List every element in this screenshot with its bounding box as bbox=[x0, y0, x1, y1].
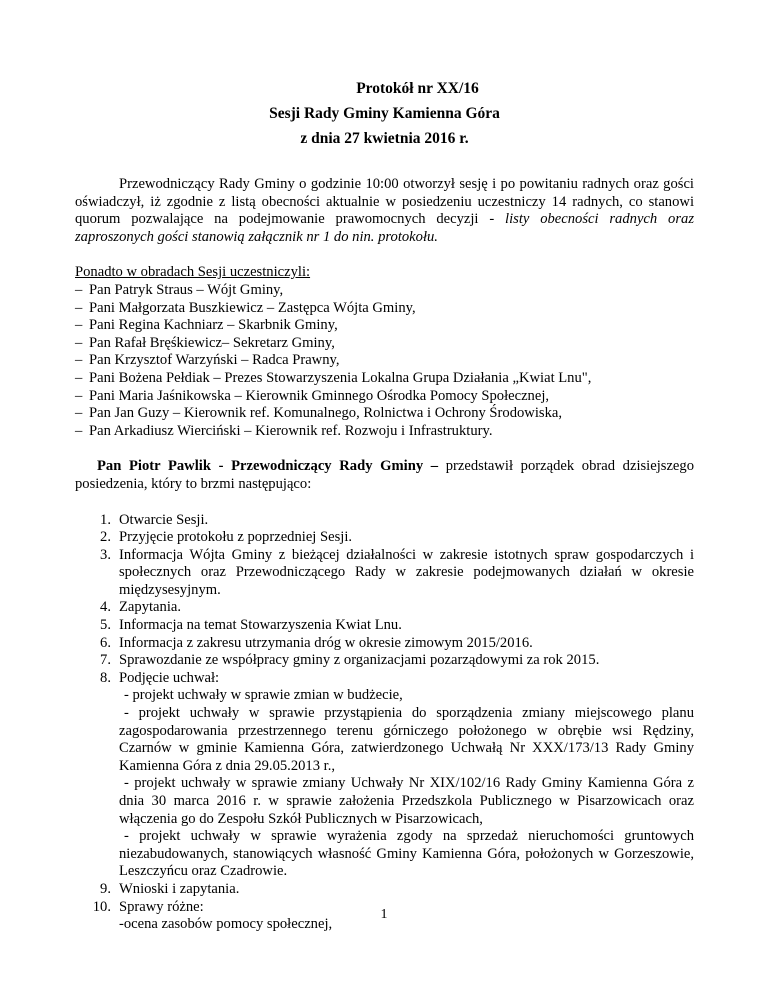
agenda-number: 5. bbox=[100, 617, 111, 634]
agenda-item bbox=[75, 635, 694, 653]
resolution-item: - projekt uchwały w sprawie wyrażenia zgody na sprzedaż nieruchomości gruntowych niezabudowanych, stanowiących własność Gminy Kamienna Góra, położonych w Gorzeszowie, Leszczyńcu oraz Czadrowie. bbox=[119, 828, 694, 880]
dash-bullet: – bbox=[75, 369, 83, 386]
dash-bullet: – bbox=[75, 299, 83, 316]
agenda-number: 3. bbox=[100, 546, 111, 563]
chair-name: Pan Piotr Pawlik - Przewodniczący Rady Gminy – bbox=[97, 458, 439, 475]
attendee-item bbox=[75, 405, 694, 423]
agenda-text: Sprawy różne: bbox=[119, 898, 204, 915]
agenda-text: Otwarcie Sesji. bbox=[119, 511, 209, 528]
attendee-item bbox=[75, 352, 694, 370]
document-subtitle-session: Sesji Rady Gminy Kamienna Góra bbox=[269, 105, 500, 122]
dash-bullet: – bbox=[75, 352, 83, 369]
dash-bullet: – bbox=[75, 281, 83, 298]
document-title: Protokół nr XX/16 bbox=[356, 80, 479, 97]
attendance-title: Ponadto w obradach Sesji uczestniczyli: bbox=[75, 264, 311, 281]
intro-paragraph bbox=[75, 176, 694, 246]
attendee-text: Pan Arkadiusz Wierciński – Kierownik ref. Rozwoju i Infrastruktury. bbox=[89, 422, 493, 439]
agenda-item bbox=[75, 512, 694, 530]
agenda-item bbox=[75, 529, 694, 547]
attendance-section bbox=[75, 264, 694, 440]
agenda-number: 2. bbox=[100, 529, 111, 546]
document-subtitle-date: z dnia 27 kwietnia 2016 r. bbox=[300, 130, 469, 147]
agenda-item bbox=[75, 617, 694, 635]
attendee-item bbox=[75, 317, 694, 335]
dash-bullet: – bbox=[75, 387, 83, 404]
attendee-item bbox=[75, 423, 694, 441]
attendee-text: Pan Jan Guzy – Kierownik ref. Komunalnego, Rolnictwa i Ochrony Środowiska, bbox=[89, 405, 562, 422]
agenda-number: 7. bbox=[100, 652, 111, 669]
agenda-text: Przyjęcie protokołu z poprzedniej Sesji. bbox=[119, 529, 353, 546]
misc-subitem: -ocena zasobów pomocy społecznej, bbox=[119, 916, 333, 933]
attendee-text: Pani Małgorzata Buszkiewicz – Zastępca Wójta Gminy, bbox=[89, 299, 416, 316]
attendee-item bbox=[75, 335, 694, 353]
resolution-item: - projekt uchwały w sprawie zmian w budżecie, bbox=[124, 687, 403, 704]
intro-italic-note: listy obecności radnych oraz zaproszonych gości stanowią załącznik nr 1 do nin. protokołu. bbox=[75, 211, 694, 245]
chair-text: przedstawił porządek obrad dzisiejszego posiedzenia, który to brzmi następująco: bbox=[75, 458, 694, 492]
attendee-text: Pan Krzysztof Warzyński – Radca Prawny, bbox=[89, 352, 340, 369]
dash-bullet: – bbox=[75, 317, 83, 334]
page-number: 1 bbox=[380, 907, 388, 922]
dash-bullet: – bbox=[75, 334, 83, 351]
chair-paragraph bbox=[75, 458, 694, 493]
agenda-item bbox=[75, 599, 694, 617]
agenda-text: Informacja Wójta Gminy z bieżącej działalności w zakresie istotnych spraw gospodarczych i społecznych oraz Przewodniczącego Rady w zakresie podejmowanych działań w okresie międzysesyjnym. bbox=[119, 546, 694, 598]
agenda-section bbox=[75, 512, 694, 934]
attendee-text: Pan Patryk Straus – Wójt Gminy, bbox=[89, 281, 284, 298]
agenda-number: 8. bbox=[100, 669, 111, 686]
agenda-item bbox=[75, 547, 694, 600]
attendee-item bbox=[75, 370, 694, 388]
agenda-text: Wnioski i zapytania. bbox=[119, 880, 240, 897]
dash-bullet: – bbox=[75, 405, 83, 422]
agenda-list bbox=[75, 512, 694, 934]
agenda-number: 4. bbox=[100, 599, 111, 616]
resolution-item: - projekt uchwały w sprawie przystąpienia do sporządzenia zmiany miejscowego planu zagospodarowania przestrzennego terenu górniczego położonego w obrębie wsi Rędziny, Czarnów w gminie Kamienna Góra, zatwierdzonego Uchwałą Nr XXX/173/13 Rady Gminy Kamienna Góra z dnia 29.05.2013 r., bbox=[119, 705, 694, 774]
agenda-number: 9. bbox=[100, 880, 111, 897]
agenda-text: Podjęcie uchwał: bbox=[119, 669, 220, 686]
attendee-item bbox=[75, 388, 694, 406]
attendee-item bbox=[75, 300, 694, 318]
agenda-item bbox=[75, 670, 694, 881]
agenda-item bbox=[75, 652, 694, 670]
agenda-number: 6. bbox=[100, 634, 111, 651]
agenda-text: Informacja na temat Stowarzyszenia Kwiat Lnu. bbox=[119, 617, 402, 634]
attendee-text: Pani Bożena Pełdiak – Prezes Stowarzyszenia Lokalna Grupa Działania „Kwiat Lnu", bbox=[89, 369, 592, 386]
agenda-number: 10. bbox=[92, 898, 111, 915]
agenda-number: 1. bbox=[100, 511, 111, 528]
intro-text: Przewodniczący Rady Gminy o godzinie 10:00 otworzył sesję i po powitaniu radnych oraz gości oświadczył, iż zgodnie z listą obecności aktualnie w posiedzeniu uczestniczy 14 radnych, co stanowi quorum pozwalające na podejmowanie prawomocnych decyzji - bbox=[75, 176, 694, 228]
attendee-text: Pani Regina Kachniarz – Skarbnik Gminy, bbox=[89, 317, 338, 334]
agenda-text: Informacja z zakresu utrzymania dróg w okresie zimowym 2015/2016. bbox=[119, 634, 533, 651]
agenda-text: Zapytania. bbox=[119, 599, 181, 616]
attendee-text: Pani Maria Jaśnikowska – Kierownik Gminnego Ośrodka Pomocy Społecznej, bbox=[89, 387, 550, 404]
resolution-item: - projekt uchwały w sprawie zmiany Uchwały Nr XIX/102/16 Rady Gminy Kamienna Góra z dnia 30 marca 2016 r. w sprawie założenia Przedszkola Publicznego w Pisarzowicach oraz włączenia go do Zespołu Szkół Publicznych w Pisarzowicach, bbox=[119, 775, 694, 827]
attendance-list bbox=[75, 282, 694, 440]
agenda-item bbox=[75, 881, 694, 899]
attendee-text: Pan Rafał Bręśkiewicz– Sekretarz Gminy, bbox=[89, 334, 335, 351]
document-page bbox=[75, 76, 694, 934]
attendee-item bbox=[75, 282, 694, 300]
dash-bullet: – bbox=[75, 422, 83, 439]
agenda-text: Sprawozdanie ze współpracy gminy z organizacjami pozarządowymi za rok 2015. bbox=[119, 652, 600, 669]
